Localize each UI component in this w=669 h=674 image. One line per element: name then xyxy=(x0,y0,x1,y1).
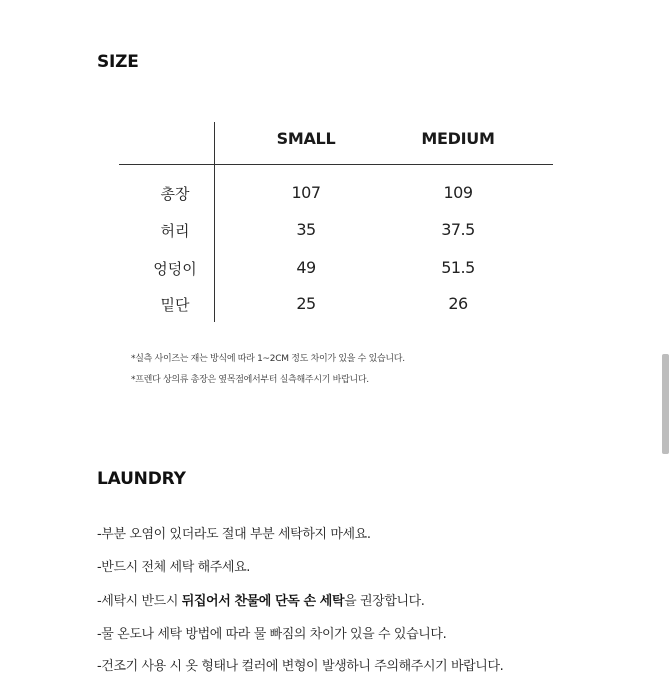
laundry-item-text: -반드시 전체 세탁 해주세요. xyxy=(97,560,250,575)
laundry-item xyxy=(97,655,503,674)
laundry-item xyxy=(97,623,446,642)
column-header-small: SMALL xyxy=(276,129,336,148)
size-section-title: SIZE xyxy=(97,52,139,72)
laundry-item xyxy=(97,590,425,609)
cell-hip-medium: 51.5 xyxy=(441,258,475,277)
cell-waist-medium: 37.5 xyxy=(441,220,475,239)
row-label-hip: 엉덩이 xyxy=(153,260,197,278)
cell-waist-small: 35 xyxy=(296,220,316,239)
cell-length-small: 107 xyxy=(291,183,321,202)
size-note-top-length: *프렌다 상의류 총장은 옆목점에서부터 실측해주시기 바랍니다. xyxy=(131,375,369,385)
cell-length-medium: 109 xyxy=(443,183,473,202)
laundry-item xyxy=(97,523,371,542)
table-vertical-divider xyxy=(214,122,215,322)
laundry-item-text: -물 온도나 세탁 방법에 따라 물 빠짐의 차이가 있을 수 있습니다. xyxy=(97,627,447,642)
laundry-item xyxy=(97,556,250,575)
cell-hem-medium: 26 xyxy=(448,294,468,313)
row-label-length: 총장 xyxy=(160,185,190,203)
column-header-medium: MEDIUM xyxy=(421,129,495,148)
laundry-item-emphasis: 뒤집어서 찬물에 단독 손 세탁 xyxy=(181,594,345,609)
row-label-waist: 허리 xyxy=(160,222,190,240)
table-horizontal-divider xyxy=(119,164,553,165)
laundry-item-text: -세탁시 반드시 xyxy=(97,594,182,609)
cell-hem-small: 25 xyxy=(296,294,316,313)
size-note-measurement: *실측 사이즈는 재는 방식에 따라 1~2CM 정도 차이가 있을 수 있습니다. xyxy=(131,354,405,364)
laundry-item-text: -부분 오염이 있더라도 절대 부분 세탁하지 마세요. xyxy=(97,527,371,542)
row-label-hem: 밑단 xyxy=(160,296,190,314)
cell-hip-small: 49 xyxy=(296,258,316,277)
laundry-item-text: -건조기 사용 시 옷 형태나 컬러에 변형이 발생하니 주의해주시기 바랍니다. xyxy=(97,659,504,674)
page-scrollbar[interactable] xyxy=(662,354,669,454)
laundry-item-text-end: 을 권장합니다. xyxy=(344,594,425,609)
laundry-section-title: LAUNDRY xyxy=(97,469,186,489)
